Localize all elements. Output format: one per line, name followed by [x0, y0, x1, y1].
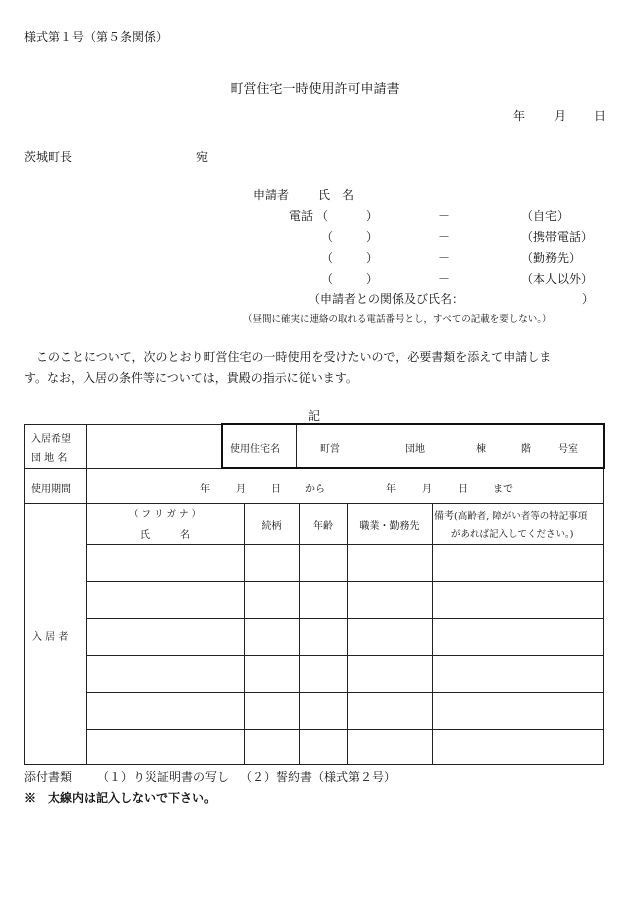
name-header: 氏 名: [140, 530, 190, 541]
period-day: 日: [271, 484, 281, 495]
phone3-dash: －: [438, 251, 451, 265]
building-label: 棟: [476, 444, 486, 455]
phone3-close: ）: [366, 251, 379, 265]
phone4-type: （本人以外）: [521, 272, 594, 286]
phone1-close: ）: [366, 209, 379, 223]
table-row[interactable]: [87, 730, 603, 763]
applicant-label: 申請者: [253, 188, 290, 202]
ki-label: 記: [308, 409, 321, 423]
phone2-close: ）: [366, 230, 379, 244]
page-title: 町営住宅一時使用許可申請書: [230, 82, 400, 97]
phone1-type: （自宅）: [521, 209, 570, 223]
applicant-name-label: 氏 名: [318, 188, 355, 202]
remarks-header: [434, 507, 587, 522]
residents-label: 入 居 者: [32, 632, 69, 643]
attachments-label: 添付書類: [24, 770, 73, 784]
period-from: から: [305, 484, 325, 495]
period-month2: 月: [422, 484, 432, 495]
danchi-label: 団地: [405, 444, 425, 455]
attachment-item-1: （１）り災証明書の写し: [97, 770, 230, 784]
room-label: 号室: [558, 444, 578, 455]
date-year: 年: [513, 109, 526, 123]
furigana-header: （ フ リ ガ ナ ）: [128, 509, 202, 520]
phone1-open: （: [316, 209, 329, 223]
remarks-note-2: があれば記入してください。): [451, 529, 574, 540]
date-month: 月: [554, 109, 567, 123]
relation-label: （申請者との関係及び氏名：: [308, 292, 465, 306]
period-label: 使用期間: [31, 484, 71, 495]
phone2-open: （: [321, 230, 334, 244]
period-year2: 年: [386, 484, 396, 495]
phone-note: （昼間に確実に連絡の取れる電話番号とし，すべての記載を要しない。）: [243, 314, 552, 325]
table-row[interactable]: [87, 582, 603, 617]
relation-close: ）: [582, 292, 595, 306]
body-line-2: す。なお，入居の条件等については，貴殿の指示に従います。: [24, 371, 358, 385]
phone1-dash: －: [438, 209, 451, 223]
footnote: ※ 太線内は記入しないで下さい。: [24, 791, 217, 805]
period-month: 月: [236, 484, 246, 495]
age-header: 年齢: [313, 521, 333, 532]
phone3-open: （: [321, 251, 334, 265]
remarks-title: 備考: [434, 511, 454, 522]
floor-label: 階: [521, 444, 531, 455]
remarks-note-1: (高齢者, 障がい者等の特記事項: [454, 511, 588, 522]
table-row[interactable]: [87, 693, 603, 728]
period-day2: 日: [458, 484, 468, 495]
table-row[interactable]: [87, 656, 603, 691]
period-year: 年: [200, 484, 210, 495]
table-row[interactable]: [87, 619, 603, 654]
attachment-item-2: （２）誓約書（様式第２号）: [240, 770, 397, 784]
phone4-dash: －: [438, 272, 451, 286]
housing-label: 使用住宅名: [230, 444, 280, 455]
phone4-open: （: [321, 272, 334, 286]
phone2-dash: －: [438, 230, 451, 244]
addressee-suffix: 宛: [196, 150, 209, 164]
date-day: 日: [594, 109, 607, 123]
phone3-type: （勤務先）: [521, 251, 582, 265]
phone4-close: ）: [366, 272, 379, 286]
body-line-1: このことについて，次のとおり町営住宅の一時使用を受けたいので，必要書類を添えて申請しま: [24, 350, 552, 364]
addressee-name: 茨城町長: [24, 150, 73, 164]
phone-label: 電話: [289, 209, 314, 223]
desired-label-1: 入居希望: [31, 434, 71, 445]
table-row[interactable]: [87, 545, 603, 580]
form-number: 様式第１号（第５条関係）: [24, 30, 169, 44]
town-housing: 町営: [320, 444, 340, 455]
phone2-type: （携帯電話）: [521, 230, 594, 244]
desired-label-2: 団 地 名: [31, 453, 68, 464]
period-until: まで: [493, 484, 513, 495]
relation-header: 続柄: [261, 521, 282, 532]
job-header: 職業・勤務先: [359, 521, 420, 532]
